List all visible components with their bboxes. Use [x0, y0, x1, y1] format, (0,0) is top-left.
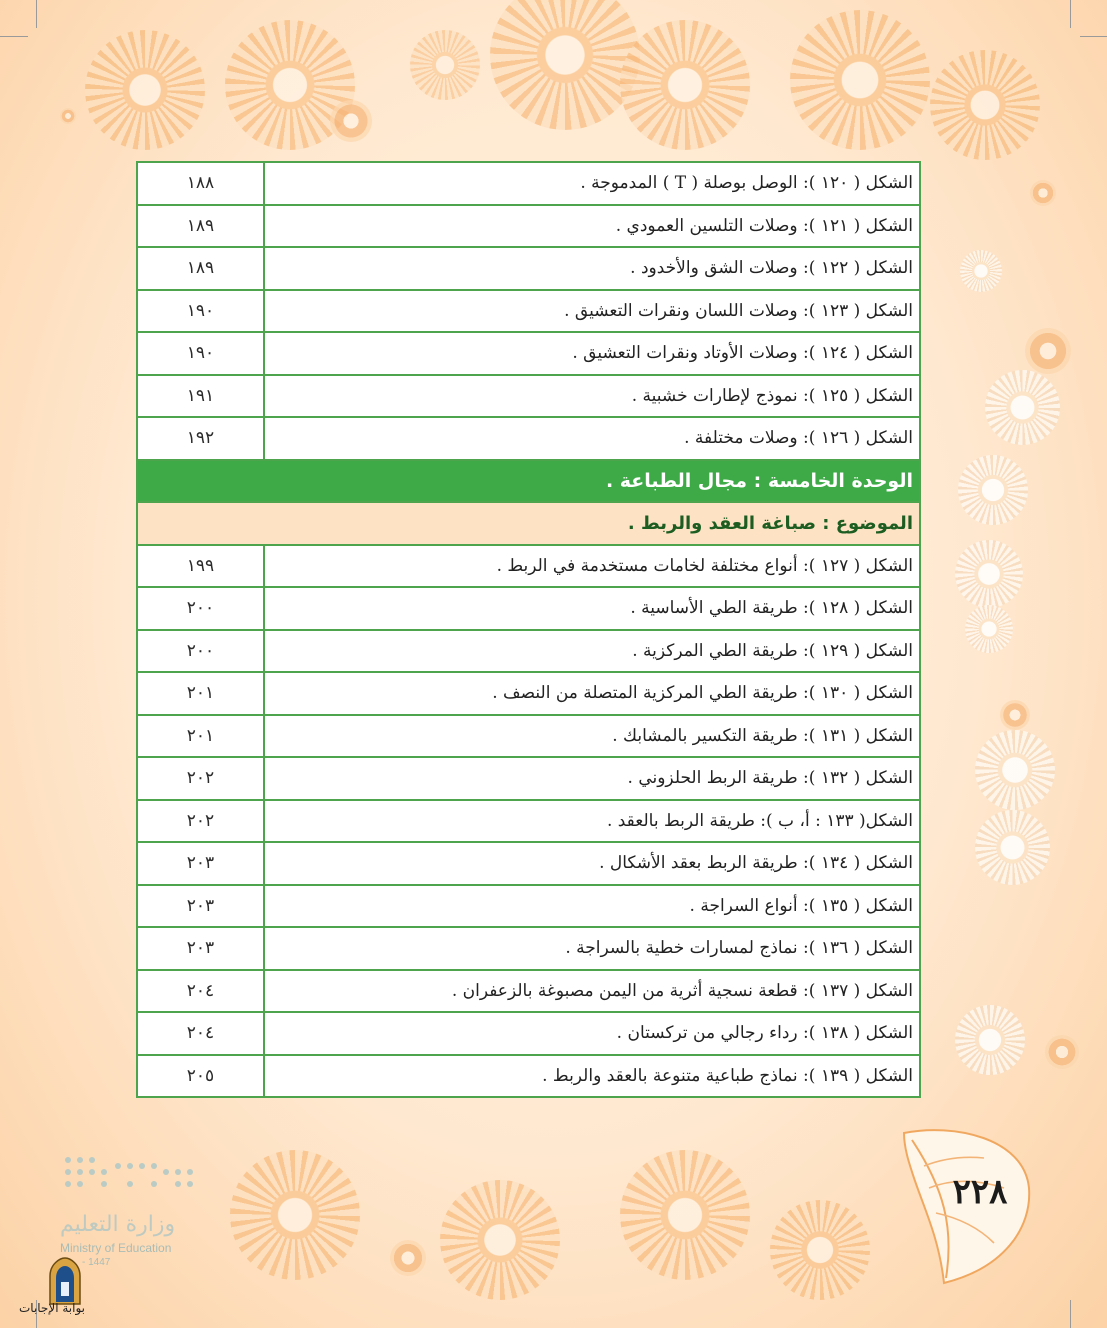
- page-ref: ١٨٩: [137, 247, 264, 290]
- table-row: [137, 332, 920, 375]
- page-ref: ١٩١: [137, 375, 264, 418]
- decorative-flower: [960, 250, 1002, 292]
- decorative-flower: [955, 540, 1023, 608]
- topic-header-row: [137, 502, 920, 545]
- figure-caption: الشكل ( ١٣٩ ): نماذج طباعية متنوعة بالعقد والربط .: [264, 1055, 920, 1098]
- decorative-flower: [930, 50, 1040, 160]
- page-ref: ٢٠٥: [137, 1055, 264, 1098]
- figure-caption: الشكل ( ١٢٥ ): نموذج لإطارات خشبية .: [264, 375, 920, 418]
- table-row: [137, 970, 920, 1013]
- table-row: [137, 1012, 920, 1055]
- decorative-flower: [620, 1150, 750, 1280]
- decorative-dot: [390, 1240, 426, 1276]
- figure-caption: الشكل ( ١٣١ ): طريقة التكسير بالمشابك .: [264, 715, 920, 758]
- figure-caption: الشكل ( ١٣٤ ): طريقة الربط بعقد الأشكال .: [264, 842, 920, 885]
- table-row: [137, 715, 920, 758]
- decorative-dot: [1045, 1035, 1079, 1069]
- decorative-dot: [60, 108, 76, 124]
- page-ref: ٢٠٤: [137, 970, 264, 1013]
- figure-caption: الشكل ( ١٣٥ ): أنواع السراجة .: [264, 885, 920, 928]
- ministry-name-english: Ministry of Education: [60, 1241, 172, 1255]
- table-row: [137, 1055, 920, 1098]
- figure-caption: الشكل ( ١٢٢ ): وصلات الشق والأخدود .: [264, 247, 920, 290]
- page-number: ٢٢٨: [952, 1172, 1008, 1212]
- figure-caption: الشكل ( ١٢٣ ): وصلات اللسان ونقرات التعشيق .: [264, 290, 920, 333]
- figures-index-group-b: [137, 545, 920, 1098]
- unit-header-row: [137, 460, 920, 503]
- crop-mark: [36, 0, 37, 28]
- ministry-year: - 1447: [82, 1257, 111, 1268]
- page-ref: ٢٠٠: [137, 630, 264, 673]
- crop-mark: [1070, 0, 1071, 28]
- table-row: [137, 885, 920, 928]
- figures-index-table: [136, 161, 921, 1098]
- unit-title: الوحدة الخامسة : مجال الطباعة .: [137, 460, 920, 503]
- figure-caption: الشكل ( ١٣٨ ): رداء رجالي من تركستان .: [264, 1012, 920, 1055]
- ministry-logo-icon: [58, 1152, 198, 1200]
- topic-title: الموضوع : صباغة العقد والربط .: [137, 502, 920, 545]
- figure-caption: الشكل ( ١٣٧ ): قطعة نسجية أثرية من اليمن مصبوغة بالزعفران .: [264, 970, 920, 1013]
- page-ref: ٢٠٣: [137, 842, 264, 885]
- decorative-flower: [410, 30, 480, 100]
- table-row: [137, 672, 920, 715]
- figure-caption: الشكل ( ١٢٩ ): طريقة الطي المركزية .: [264, 630, 920, 673]
- figure-caption: الشكل ( ١٢٦ ): وصلات مختلفة .: [264, 417, 920, 460]
- decorative-flower: [230, 1150, 360, 1280]
- figure-caption: الشكل ( ١٢٨ ): طريقة الطي الأساسية .: [264, 587, 920, 630]
- table-row: [137, 842, 920, 885]
- page-ref: ١٨٩: [137, 205, 264, 248]
- decorative-flower: [440, 1180, 560, 1300]
- page-ref: ١٩٠: [137, 290, 264, 333]
- page-ref: ٢٠١: [137, 672, 264, 715]
- table-row: [137, 162, 920, 205]
- decorative-flower: [965, 605, 1013, 653]
- table-row: [137, 545, 920, 588]
- decorative-flower: [975, 730, 1055, 810]
- decorative-flower: [985, 370, 1060, 445]
- page-ref: ٢٠٢: [137, 800, 264, 843]
- page-ref: ٢٠٣: [137, 885, 264, 928]
- crop-mark: [1070, 1300, 1071, 1328]
- decorative-flower: [975, 810, 1050, 885]
- figure-caption: الشكل ( ١٣٦ ): نماذج لمسارات خطية بالسراجة .: [264, 927, 920, 970]
- decorative-flower: [85, 30, 205, 150]
- figure-caption: الشكل ( ١٢٠ ): الوصل بوصلة ( T ) المدموجة .: [264, 162, 920, 205]
- page-ref: ٢٠٤: [137, 1012, 264, 1055]
- figure-caption: الشكل ( ١٣٢ ): طريقة الربط الحلزوني .: [264, 757, 920, 800]
- page-ref: ١٨٨: [137, 162, 264, 205]
- figure-caption: الشكل ( ١٢١ ): وصلات التلسين العمودي .: [264, 205, 920, 248]
- page-ref: ٢٠١: [137, 715, 264, 758]
- decorative-flower: [790, 10, 930, 150]
- decorative-flower: [770, 1200, 870, 1300]
- ministry-name-arabic: وزارة التعليم: [60, 1212, 176, 1237]
- table-row: [137, 927, 920, 970]
- page-ref: ١٩٠: [137, 332, 264, 375]
- decorative-dot: [1025, 328, 1071, 374]
- figures-index-group-a: [137, 162, 920, 460]
- table-row: [137, 757, 920, 800]
- decorative-dot: [330, 100, 372, 142]
- page-ref: ١٩٩: [137, 545, 264, 588]
- decorative-flower: [958, 455, 1028, 525]
- page-ref: ٢٠٠: [137, 587, 264, 630]
- table-row: [137, 417, 920, 460]
- page-ref: ٢٠٢: [137, 757, 264, 800]
- figure-caption: الشكل ( ١٢٧ ): أنواع مختلفة لخامات مستخدمة في الربط .: [264, 545, 920, 588]
- table-row: [137, 800, 920, 843]
- portal-label: بوابة الإجابات: [18, 1301, 85, 1315]
- table-row: [137, 205, 920, 248]
- table-row: [137, 290, 920, 333]
- figure-caption: الشكل( ١٣٣ : أ، ب ): طريقة الربط بالعقد .: [264, 800, 920, 843]
- crop-mark: [1080, 36, 1107, 37]
- table-row: [137, 587, 920, 630]
- decorative-dot: [1030, 180, 1056, 206]
- figure-caption: الشكل ( ١٢٤ ): وصلات الأوتاد ونقرات التعشيق .: [264, 332, 920, 375]
- portal-logo-icon: [44, 1256, 86, 1306]
- crop-mark: [0, 36, 28, 37]
- page-ref: ١٩٢: [137, 417, 264, 460]
- page-ref: ٢٠٣: [137, 927, 264, 970]
- figure-caption: الشكل ( ١٣٠ ): طريقة الطي المركزية المتصلة من النصف .: [264, 672, 920, 715]
- decorative-flower: [955, 1005, 1025, 1075]
- table-row: [137, 247, 920, 290]
- decorative-flower: [620, 20, 750, 150]
- decorative-dot: [1000, 700, 1030, 730]
- table-row: [137, 375, 920, 418]
- table-row: [137, 630, 920, 673]
